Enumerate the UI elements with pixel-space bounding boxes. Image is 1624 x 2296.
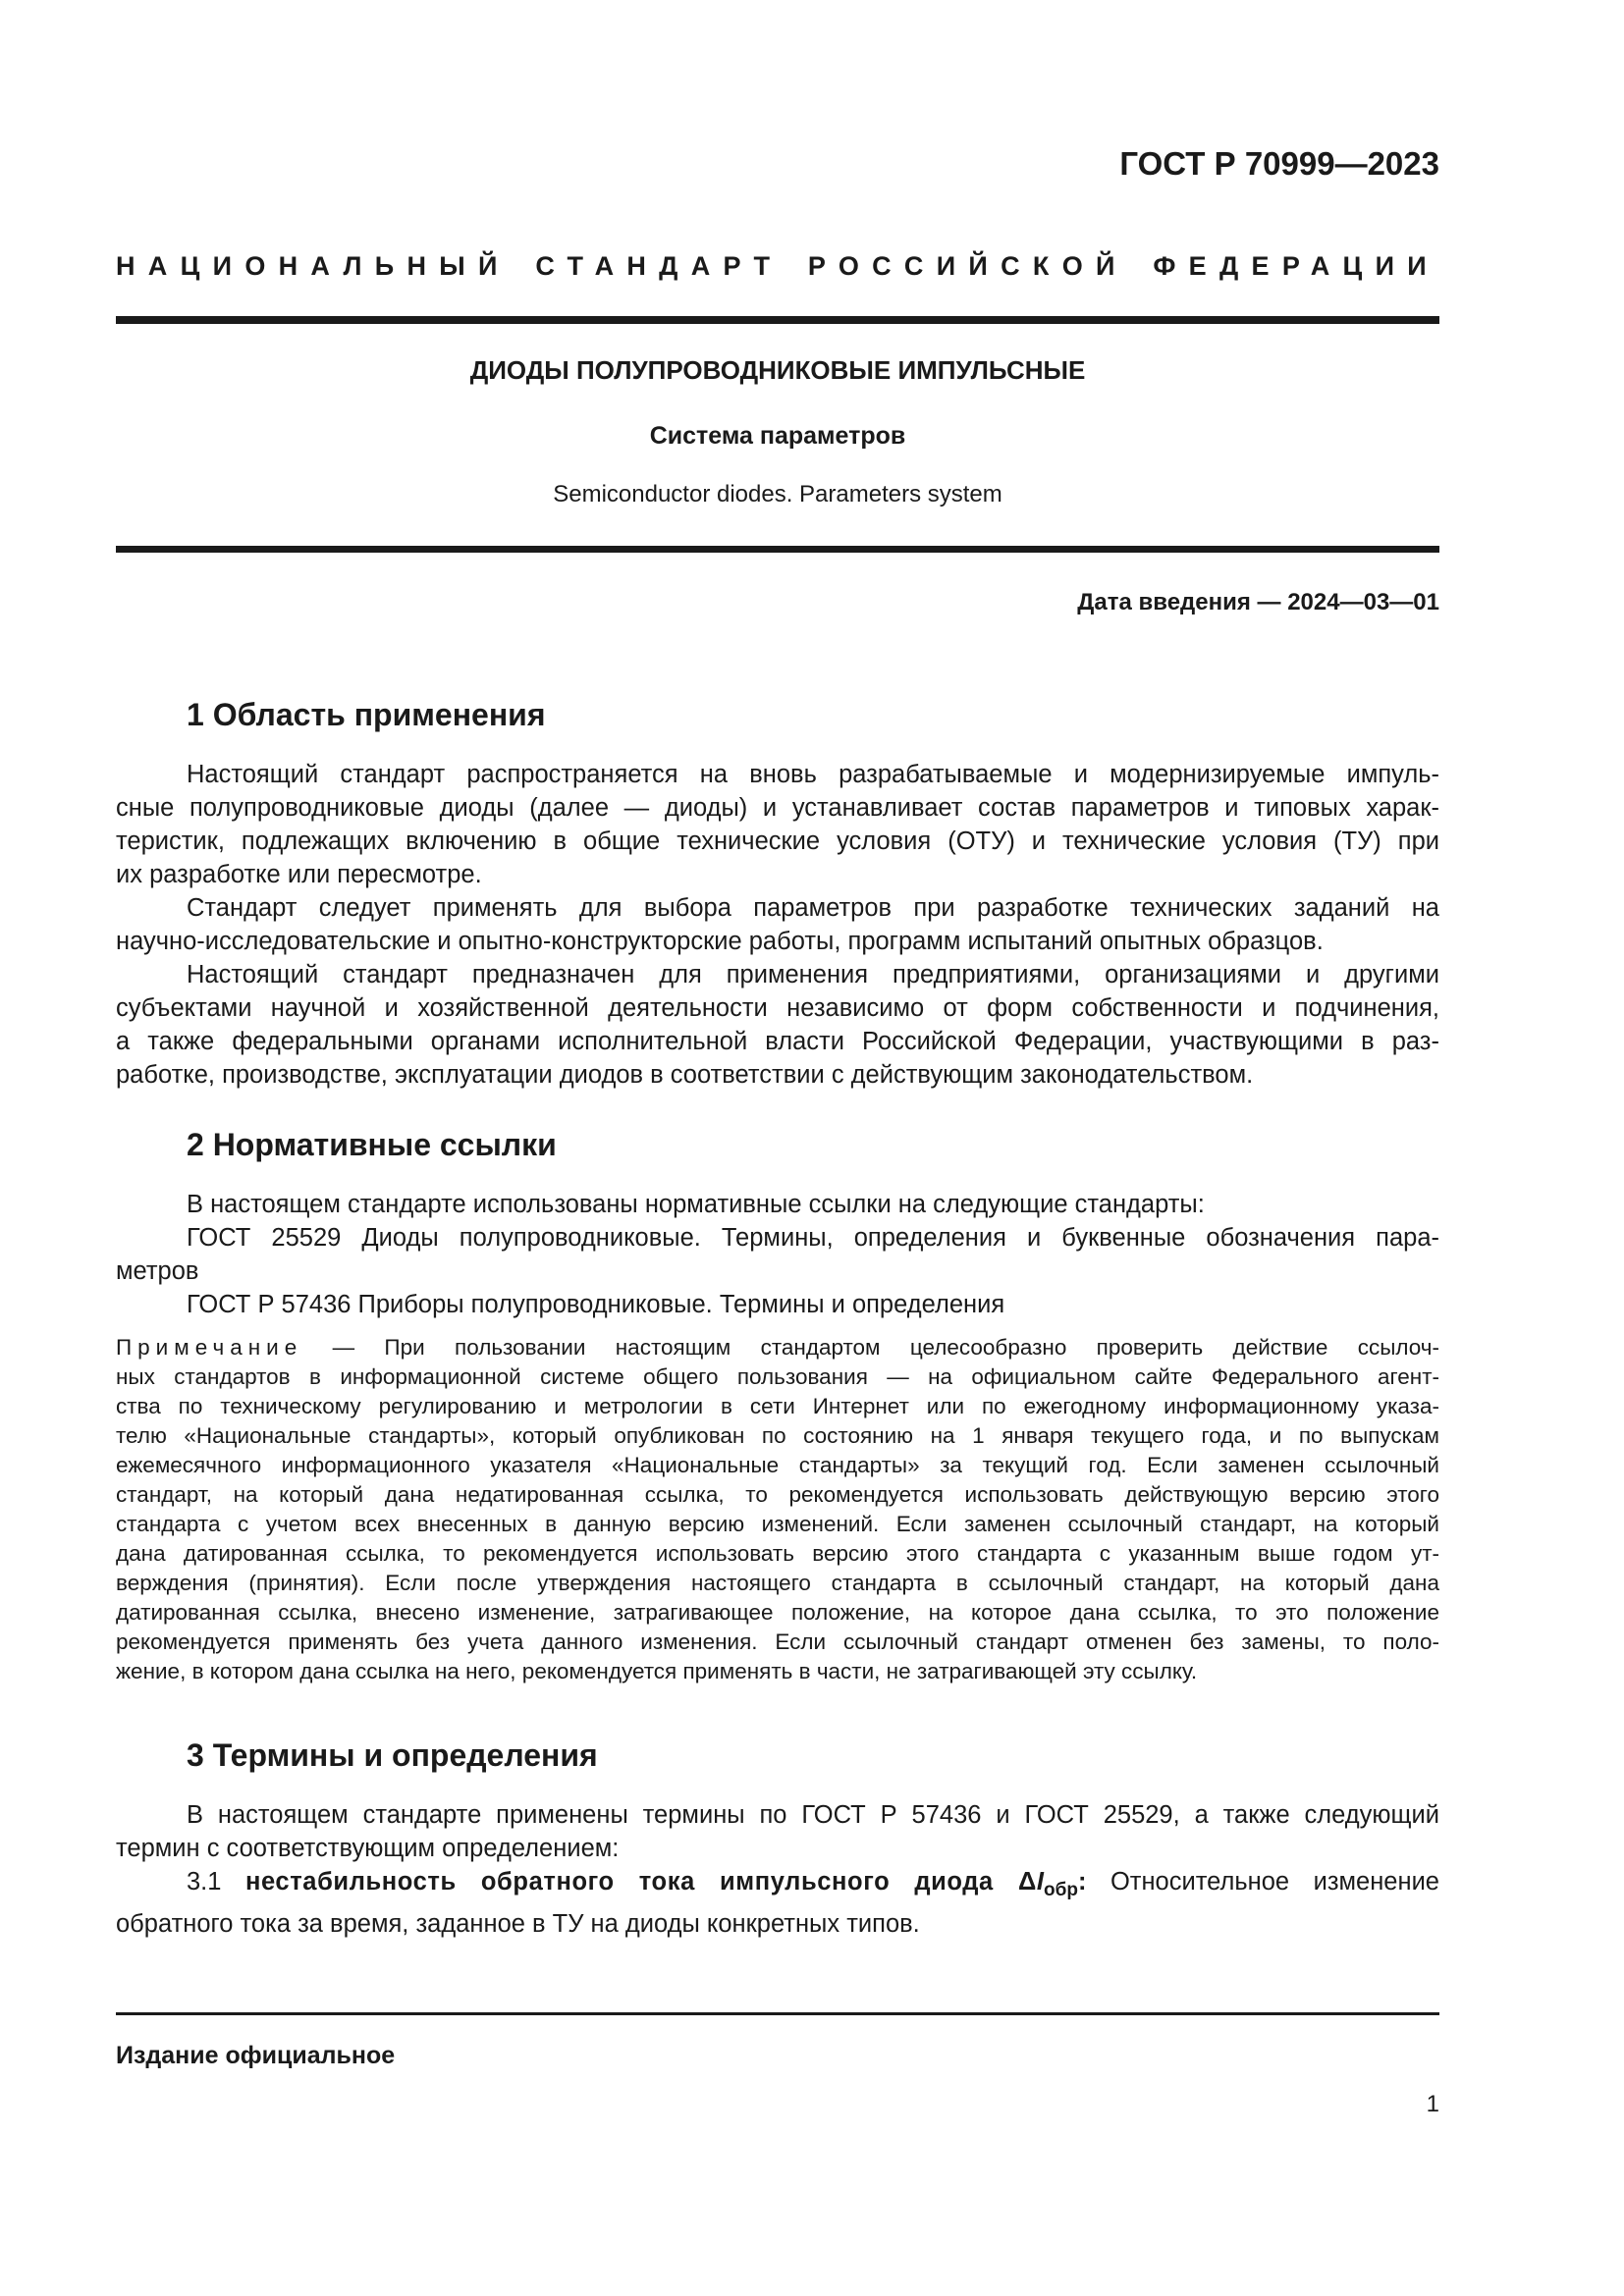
text-line: стандарт, на который дана недатированная ссылка, то рекомендуется использовать действующую версию этого xyxy=(116,1482,1439,1507)
document-subtitle-ru: Система параметров xyxy=(649,422,906,450)
standard-series-title: НАЦИОНАЛЬНЫЙ СТАНДАРТ РОССИЙСКОЙ ФЕДЕРАЦИИ xyxy=(116,251,1439,281)
text-line: В настоящем стандарте применены термины по ГОСТ Р 57436 и ГОСТ 25529, а также следующий xyxy=(187,1801,1439,1829)
section-3-heading: 3 Термины и определения xyxy=(187,1737,598,1773)
text-line: теристик, подлежащих включению в общие технические условия (ОТУ) и технические условия (ТУ) при xyxy=(116,828,1439,855)
text-line: Настоящий стандарт предназначен для применения предприятиями, организациями и другими xyxy=(187,961,1439,988)
section-1-paragraph-1 xyxy=(116,758,1439,891)
document-title-en: Semiconductor diodes. Parameters system xyxy=(553,481,1002,507)
term-3-1 xyxy=(116,1865,1439,1941)
term-number: 3.1 xyxy=(187,1868,245,1896)
title-divider-bottom xyxy=(116,546,1439,553)
section-2-intro xyxy=(116,1188,1439,1221)
text-line: верждения (принятия). Если после утверждения настоящего стандарта в ссылочный стандарт, на который дана xyxy=(116,1571,1439,1595)
section-1-paragraph-2 xyxy=(116,891,1439,958)
term-definition-continued: обратного тока за время, заданное в ТУ на диоды конкретных типов. xyxy=(116,1910,920,1939)
term-name: нестабильность обратного тока импульсного диода Δ xyxy=(244,1868,1037,1896)
text-line: ных стандартов в информационной системе общего пользования — на официальном сайте Федерального агент- xyxy=(116,1364,1439,1389)
section-2-heading: 2 Нормативные ссылки xyxy=(187,1127,557,1162)
section-1-heading: 1 Область применения xyxy=(187,697,546,732)
text-line: Стандарт следует применять для выбора параметров при разработке технических заданий на xyxy=(187,894,1439,922)
text-line: стандарта с учетом всех внесенных в данную версию изменений. Если заменен ссылочный стандарт, на который xyxy=(116,1512,1439,1536)
text-line: ежемесячного информационного указателя «Национальные стандарты» за текущий год. Если заменен ссылочный xyxy=(116,1453,1439,1477)
term-first-line xyxy=(116,1865,1439,1907)
text-line: научно-исследовательские и опытно-конструкторские работы, программ испытаний опытных образцов. xyxy=(116,928,1324,955)
term-definition: Относительное изменение xyxy=(1086,1868,1439,1896)
section-3-intro xyxy=(116,1798,1439,1865)
text-line: Настоящий стандарт распространяется на вновь разрабатываемые и модернизируемые импуль- xyxy=(187,761,1439,788)
document-title-ru: ДИОДЫ ПОЛУПРОВОДНИКОВЫЕ ИМПУЛЬСНЫЕ xyxy=(469,355,1086,385)
normative-reference-2 xyxy=(116,1288,1439,1321)
note-label: Примечание xyxy=(116,1335,303,1360)
text-line: ГОСТ 25529 Диоды полупроводниковые. Термины, определения и буквенные обозначения пара- xyxy=(187,1224,1439,1252)
official-edition-label: Издание официальное xyxy=(116,2042,396,2069)
text-line: метров xyxy=(116,1257,199,1285)
term-symbol-subscript: обр xyxy=(1043,1880,1078,1901)
term-colon: : xyxy=(1077,1868,1087,1896)
normative-reference-1 xyxy=(116,1221,1439,1288)
header-divider-top xyxy=(116,316,1439,324)
text-line: телю «Национальные стандарты», который опубликован по состоянию на 1 января текущего года, и по выпускам xyxy=(116,1423,1439,1448)
note-text: — При пользовании настоящим стандартом целесообразно проверить действие ссылоч- xyxy=(302,1335,1439,1360)
introduction-date: Дата введения — 2024—03—01 xyxy=(1077,589,1439,615)
text-line: термин с соответствующим определением: xyxy=(116,1835,620,1862)
section-2-note xyxy=(116,1333,1439,1686)
text-line: жение, в котором дана ссылка на него, рекомендуется применять в части, не затрагивающей эту ссылку. xyxy=(116,1659,1198,1683)
note-first-line xyxy=(116,1333,1439,1362)
text-line: субъектами научной и хозяйственной деятельности независимо от форм собственности и подчинения, xyxy=(116,994,1439,1022)
text-line: датированная ссылка, внесено изменение, затрагивающее положение, на которое дана ссылка, то это положение xyxy=(116,1600,1439,1625)
text-line: дана датированная ссылка, то рекомендуется использовать версию этого стандарта с указанным выше годом ут- xyxy=(116,1541,1439,1566)
term-symbol: I xyxy=(1036,1868,1044,1896)
text-line: работке, производстве, эксплуатации диодов в соответствии с действующим законодательством. xyxy=(116,1061,1254,1089)
text-line: а также федеральными органами исполнительной власти Российской Федерации, участвующими в раз- xyxy=(116,1028,1439,1055)
text-line: В настоящем стандарте использованы нормативные ссылки на следующие стандарты: xyxy=(187,1191,1205,1218)
text-line: рекомендуется применять без учета данного изменения. Если ссылочный стандарт отменен без замены, то поло- xyxy=(116,1629,1439,1654)
page-number: 1 xyxy=(1426,2091,1439,2117)
footer-divider xyxy=(116,2012,1439,2015)
document-number: ГОСТ Р 70999—2023 xyxy=(1119,145,1439,182)
text-line: их разработке или пересмотре. xyxy=(116,861,482,888)
section-1-paragraph-3 xyxy=(116,958,1439,1092)
text-line: сные полупроводниковые диоды (далее — диоды) и устанавливает состав параметров и типовых харак- xyxy=(116,794,1439,822)
text-line: ГОСТ Р 57436 Приборы полупроводниковые. Термины и определения xyxy=(187,1291,1005,1318)
text-line: ства по техническому регулированию и метрологии в сети Интернет или по ежегодному информационному указа- xyxy=(116,1394,1439,1418)
